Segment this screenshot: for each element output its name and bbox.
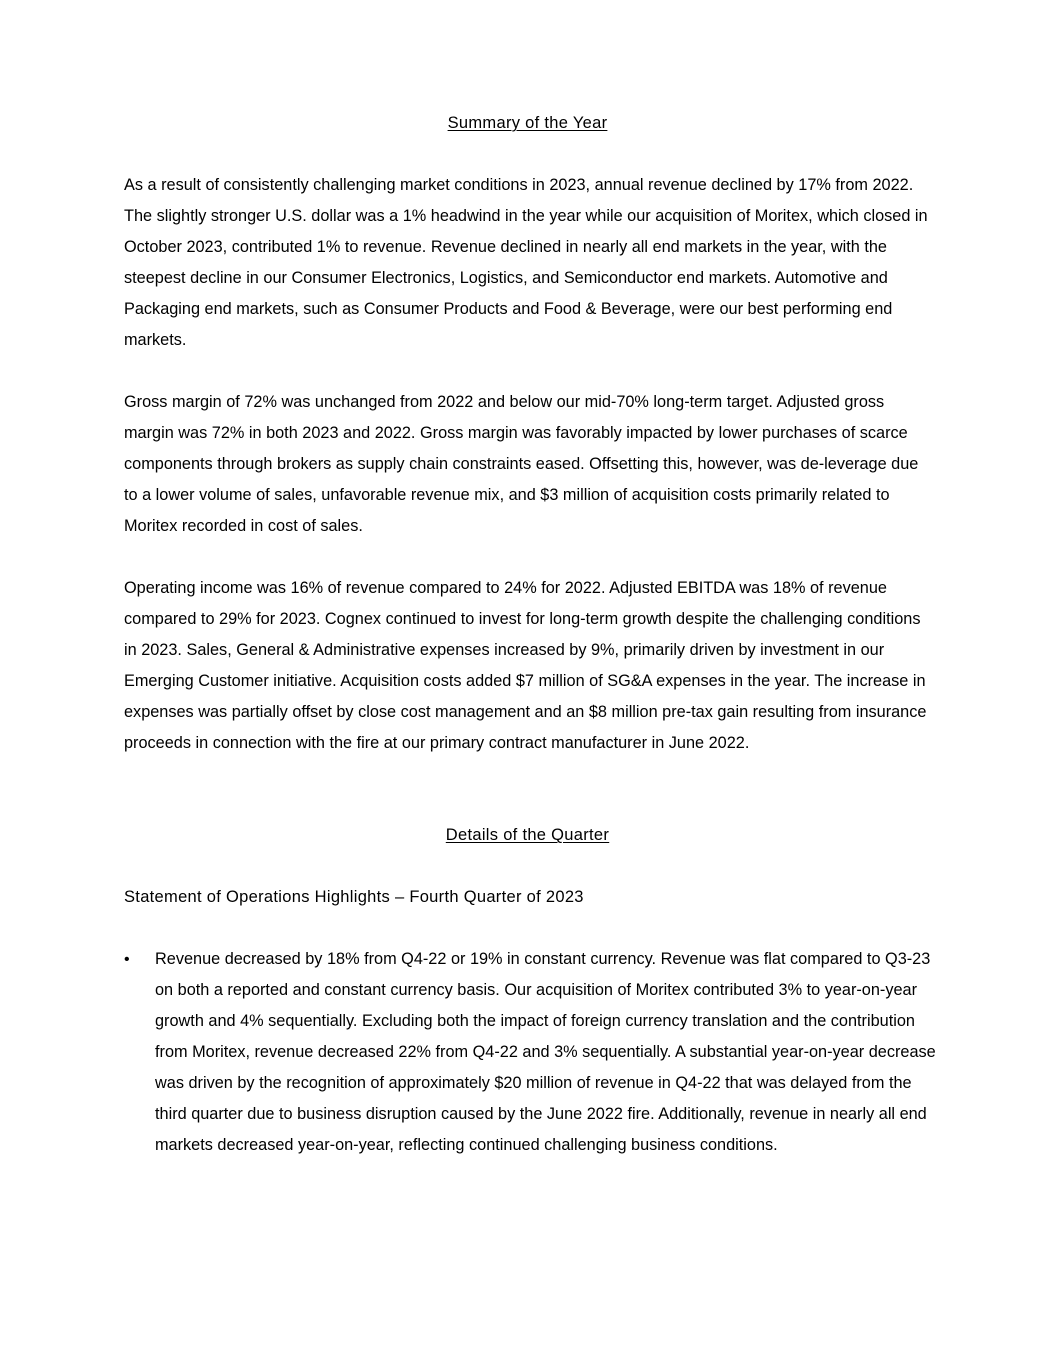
statement-heading: Statement of Operations Highlights – Fourth Quarter of 2023 (124, 888, 584, 906)
details-heading-text: Details of the Quarter (445, 826, 610, 844)
summary-heading-text: Summary of the Year (447, 114, 608, 132)
summary-paragraph-1: As a result of consistently challenging market conditions in 2023, annual revenue declined by 17% from 2022. The slightly stronger U.S. dollar was a 1% headwind in the year while our acquisition of Moritex, which closed in October 2023, contributed 1% to revenue. Revenue declined in nearly all end markets in the year, with the steepest decline in our Consumer Electronics, Logistics, and Semiconductor end markets. Automotive and Packaging end markets, such as Consumer Products and Food & Beverage, were our best performing end markets. (124, 176, 928, 349)
bullet-marker: • (124, 951, 130, 968)
summary-paragraph-2: Gross margin of 72% was unchanged from 2022 and below our mid-70% long-term target. Adjusted gross margin was 72% in both 2023 and 2022. Gross margin was favorably impacted by lower purchases of scarce components through brokers as supply chain constraints eased. Offsetting this, however, was de-leverage due to a lower volume of sales, unfavorable revenue mix, and $3 million of acquisition costs primarily related to Moritex recorded in cost of sales. (124, 393, 919, 535)
summary-paragraph-3: Operating income was 16% of revenue compared to 24% for 2022. Adjusted EBITDA was 18% of revenue compared to 29% for 2023. Cognex continued to invest for long-term growth despite the challenging conditions in 2023. Sales, General & Administrative expenses increased by 9%, primarily driven by investment in our Emerging Customer initiative. Acquisition costs added $7 million of SG&A expenses in the year. The increase in expenses was partially offset by close cost management and an $8 million pre-tax gain resulting from insurance proceeds in connection with the fire at our primary contract manufacturer in June 2022. (124, 579, 927, 752)
summary-heading (0, 113, 1055, 133)
bullet-text: Revenue decreased by 18% from Q4-22 or 19% in constant currency. Revenue was flat compared to Q3-23 on both a reported and constant currency basis. Our acquisition of Moritex contributed 3% to year-on-year growth and 4% sequentially. Excluding both the impact of foreign currency translation and the contribution from Moritex, revenue decreased 22% from Q4-22 and 3% sequentially. A substantial year-on-year decrease was driven by the recognition of approximately $20 million of revenue in Q4-22 that was delayed from the third quarter due to business disruption caused by the June 2022 fire. Additionally, revenue in nearly all end markets decreased year-on-year, reflecting continued challenging business conditions. (155, 950, 936, 1154)
details-heading (0, 825, 1055, 845)
